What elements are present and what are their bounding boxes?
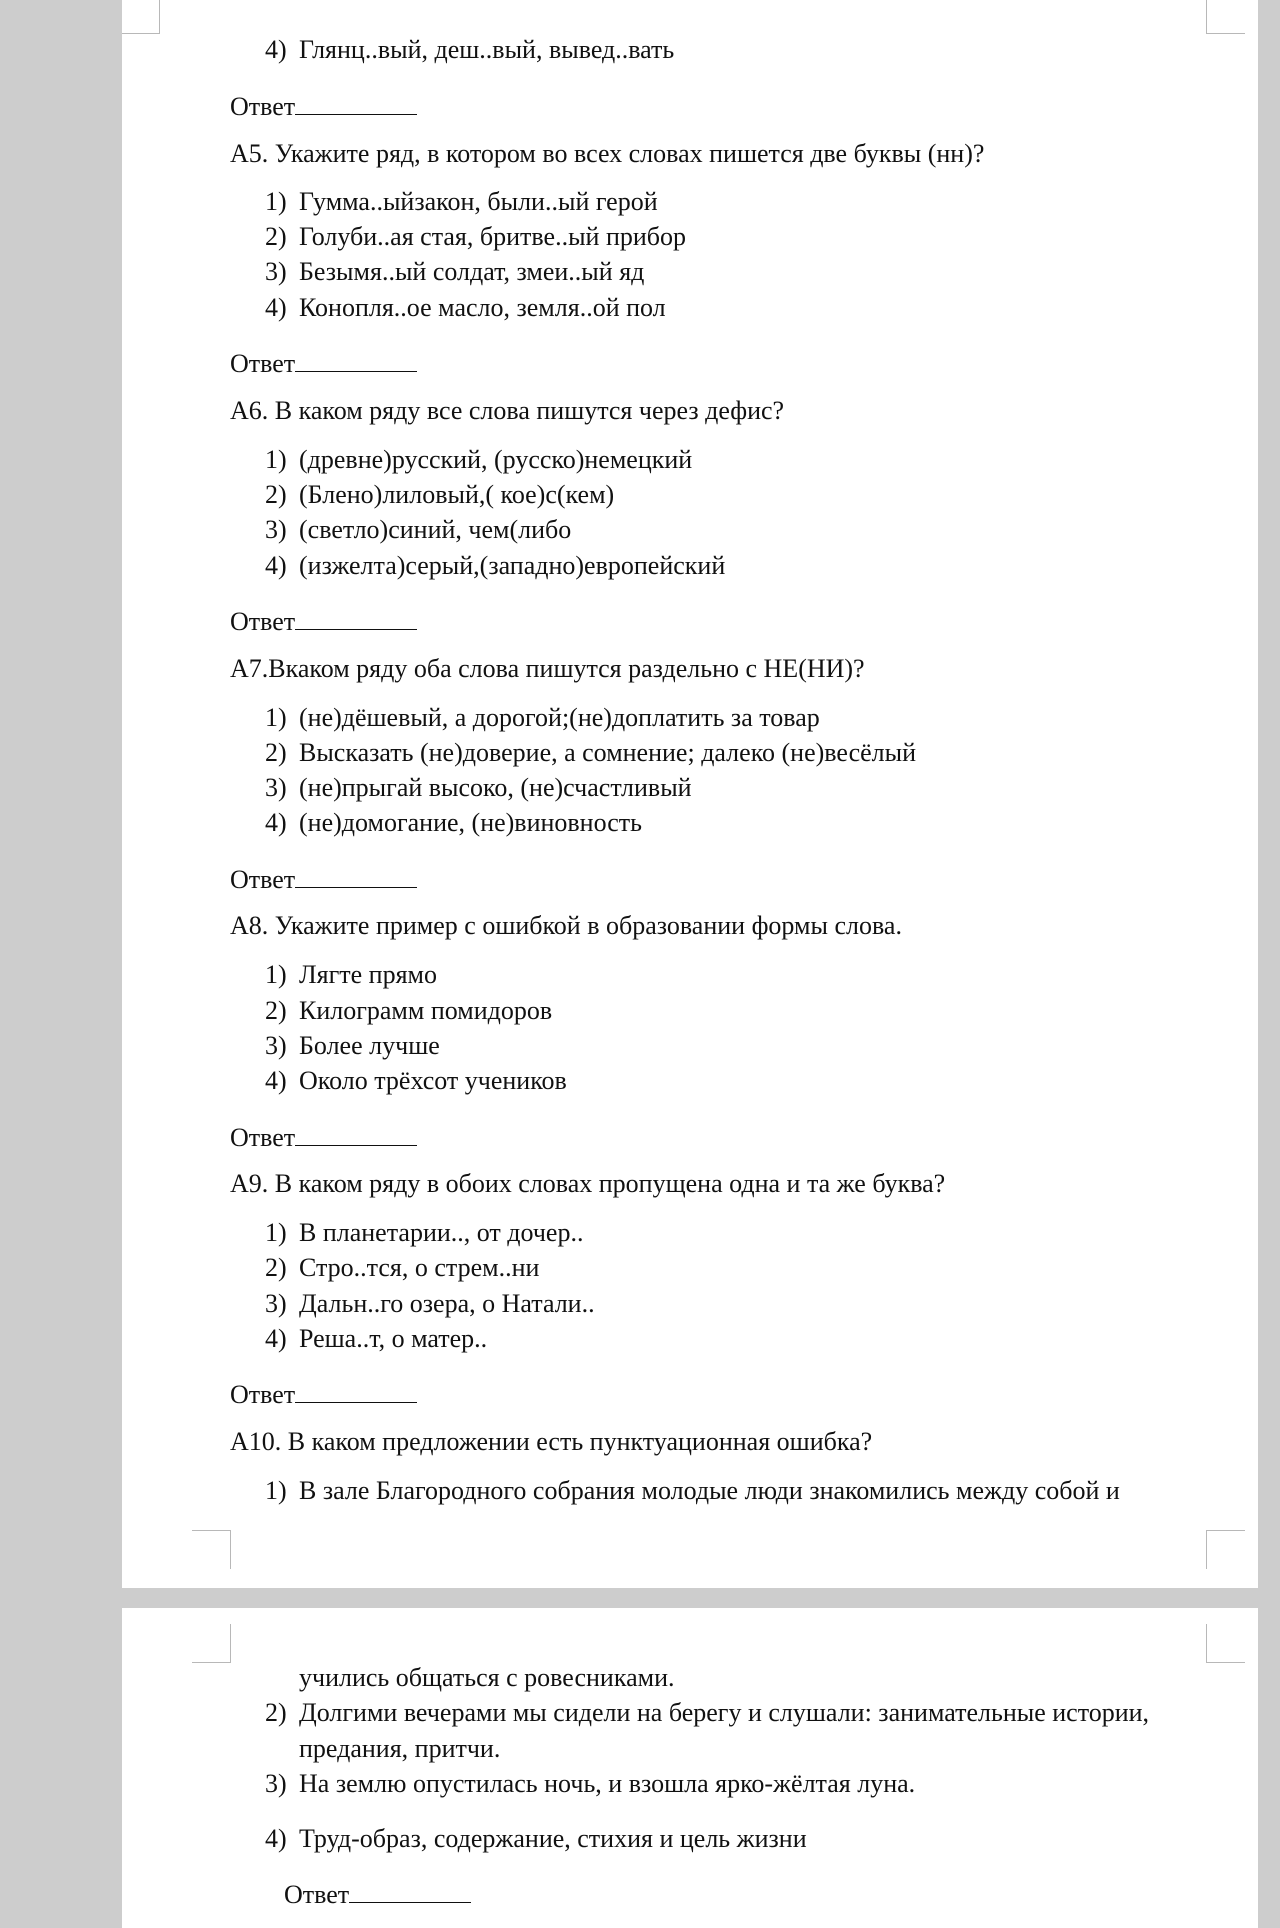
option-text: Килограмм помидоров xyxy=(299,996,553,1025)
option-text: (древне)русский, (русско)немецкий xyxy=(299,445,693,474)
option-text: На землю опустилась ночь, и взошла ярко-жёлтая луна. xyxy=(299,1769,916,1798)
answer-line xyxy=(230,863,417,895)
crop-mark xyxy=(1206,1530,1245,1569)
option-text: Долгими вечерами мы сидели на берегу и слушали: занимательные истории, xyxy=(299,1698,1150,1727)
option-text: (не)домогание, (не)виновность xyxy=(299,808,643,837)
option-number: 2) xyxy=(265,1253,287,1282)
answer-label: Ответ xyxy=(230,349,296,378)
answer-label: Ответ xyxy=(230,1380,296,1409)
crop-mark xyxy=(1206,0,1245,34)
answer-blank[interactable] xyxy=(295,1121,417,1146)
answer-blank[interactable] xyxy=(295,605,417,630)
option-number: 2) xyxy=(265,480,287,509)
option-number: 4) xyxy=(265,551,287,580)
question-a6: А6. В каком ряду все слова пишутся через дефис? xyxy=(230,396,785,425)
option-text: (изжелта)серый,(западно)европейский xyxy=(299,551,726,580)
option-number: 3) xyxy=(265,773,287,802)
option-number: 2) xyxy=(265,738,287,767)
option-number: 3) xyxy=(265,257,287,286)
option-text: Конопля..ое масло, земля..ой пол xyxy=(299,293,666,322)
option-number: 4) xyxy=(265,808,287,837)
option-text: (не)дёшевый, а дорогой;(не)доплатить за товар xyxy=(299,703,820,732)
option-text: предания, притчи. xyxy=(299,1734,501,1763)
crop-mark xyxy=(192,1530,231,1569)
question-a5: А5. Укажите ряд, в котором во всех словах пишется две буквы (нн)? xyxy=(230,139,985,168)
option-text: Безымя..ый солдат, змеи..ый яд xyxy=(299,257,645,286)
option-text: Голуби..ая стая, бритве..ый прибор xyxy=(299,222,687,251)
option-number: 3) xyxy=(265,1289,287,1318)
option-number: 2) xyxy=(265,1698,287,1727)
option-number: 3) xyxy=(265,1031,287,1060)
option-text: Стро..тся, о стрем..ни xyxy=(299,1253,540,1282)
question-a9: А9. В каком ряду в обоих словах пропущена одна и та же буква? xyxy=(230,1169,946,1198)
answer-line xyxy=(230,1378,417,1410)
answer-label: Ответ xyxy=(284,1880,350,1909)
answer-blank[interactable] xyxy=(295,1378,417,1403)
document-page-2 xyxy=(122,1608,1258,1928)
answer-line xyxy=(230,605,417,637)
option-number: 2) xyxy=(265,996,287,1025)
option-number: 1) xyxy=(265,703,287,732)
option-text: Более лучше xyxy=(299,1031,440,1060)
option-number: 3) xyxy=(265,515,287,544)
option-number: 3) xyxy=(265,1769,287,1798)
option-number: 4) xyxy=(265,35,287,64)
question-a10: А10. В каком предложении есть пунктуационная ошибка? xyxy=(230,1427,873,1456)
answer-line xyxy=(230,1121,417,1153)
option-text: Высказать (не)доверие, а сомнение; далеко (не)весёлый xyxy=(299,738,917,767)
option-number: 4) xyxy=(265,293,287,322)
option-text: (Блено)лиловый,( кое)с(кем) xyxy=(299,480,615,509)
answer-line xyxy=(284,1878,471,1910)
option-text: учились общаться с ровесниками. xyxy=(299,1663,675,1692)
option-number: 4) xyxy=(265,1324,287,1353)
option-text: Гумма..ыйзакон, были..ый герой xyxy=(299,187,658,216)
option-number: 1) xyxy=(265,1476,287,1505)
option-text: Реша..т, о матер.. xyxy=(299,1324,488,1353)
option-text: Глянц..вый, деш..вый, вывед..вать xyxy=(299,35,675,64)
answer-blank[interactable] xyxy=(295,863,417,888)
option-number: 1) xyxy=(265,960,287,989)
option-number: 1) xyxy=(265,1218,287,1247)
document-page-1 xyxy=(122,0,1258,1588)
crop-mark xyxy=(122,0,160,34)
option-text: (не)прыгай высоко, (не)счастливый xyxy=(299,773,692,802)
answer-blank[interactable] xyxy=(295,90,417,115)
answer-label: Ответ xyxy=(230,865,296,894)
answer-blank[interactable] xyxy=(349,1878,471,1903)
option-text: Лягте прямо xyxy=(299,960,437,989)
answer-blank[interactable] xyxy=(295,347,417,372)
question-a7: А7.Вкаком ряду оба слова пишутся раздельно с НЕ(НИ)? xyxy=(230,654,865,683)
option-text: В планетарии.., от дочер.. xyxy=(299,1218,584,1247)
option-number: 1) xyxy=(265,187,287,216)
option-number: 1) xyxy=(265,445,287,474)
option-number: 4) xyxy=(265,1066,287,1095)
answer-label: Ответ xyxy=(230,92,296,121)
answer-line xyxy=(230,90,417,122)
option-number: 2) xyxy=(265,222,287,251)
crop-mark xyxy=(1206,1624,1245,1663)
option-text: (светло)синий, чем(либо xyxy=(299,515,572,544)
answer-label: Ответ xyxy=(230,1123,296,1152)
crop-mark xyxy=(192,1624,231,1663)
question-a8: А8. Укажите пример с ошибкой в образовании формы слова. xyxy=(230,911,902,940)
answer-label: Ответ xyxy=(230,607,296,636)
option-text: Труд-образ, содержание, стихия и цель жизни xyxy=(299,1824,807,1853)
option-text: Дальн..го озера, о Натали.. xyxy=(299,1289,595,1318)
option-number: 4) xyxy=(265,1824,287,1853)
option-text: Около трёхсот учеников xyxy=(299,1066,567,1095)
option-text: В зале Благородного собрания молодые люди знакомились между собой и xyxy=(299,1476,1120,1505)
answer-line xyxy=(230,347,417,379)
